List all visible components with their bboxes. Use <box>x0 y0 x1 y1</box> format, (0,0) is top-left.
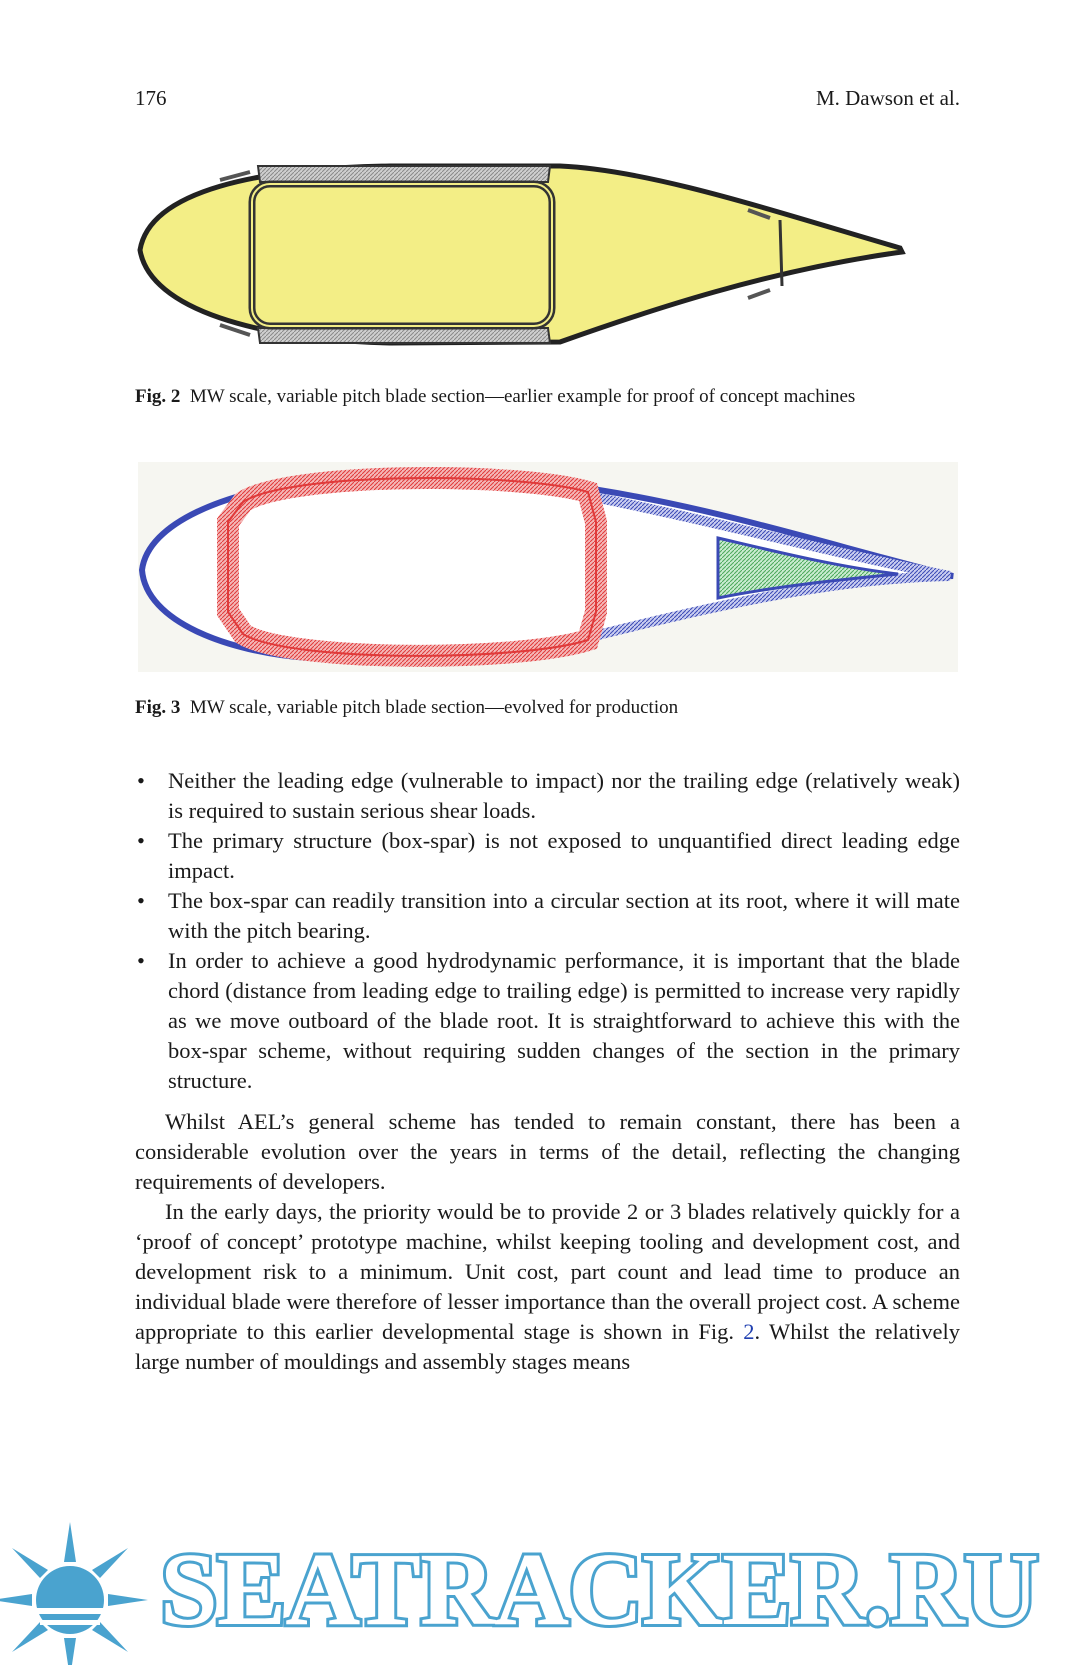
body-paragraph: In the early days, the priority would be to provide 2 or 3 blades relatively quickly for a ‘proof of concept’ prototype machine, whilst keeping tooling and development cost, and development risk to a minimum. Unit cost, part count and lead time to produce an individual blade were therefore of lesser importance than the overall project cost. A scheme appropriate to this earlier developmental stage is shown in Fig. 2. Whilst the relatively large number of mouldings and assembly stages means <box>135 1199 960 1374</box>
running-head: M. Dawson et al. <box>815 86 960 110</box>
trailing-edge-web <box>780 220 782 286</box>
list-item: • The box-spar can readily transition into a circular section at its root, where it will mate with the pitch bearing. <box>137 888 960 943</box>
bullet-list <box>135 766 960 1096</box>
figure-3-blade-section <box>138 462 958 672</box>
upper-spar-cap <box>258 166 550 182</box>
lower-spar-cap <box>258 328 550 343</box>
sun-icon <box>0 1522 148 1665</box>
list-item: • In order to achieve a good hydrodynamic performance, it is important that the blade chord (distance from leading edge to trailing edge) is permitted to increase very rapidly as we move outboard of the blade root. It is straightforward to achieve this with the box-spar scheme, without requiring sudden changes of the section in the primary structure. <box>137 948 960 1093</box>
figure-3-caption: Fig. 3 MW scale, variable pitch blade section—evolved for production <box>135 697 679 718</box>
page-number: 176 <box>135 86 167 110</box>
figure-2-reference-link[interactable]: 2 <box>743 1319 755 1344</box>
list-item: • Neither the leading edge (vulnerable to impact) nor the trailing edge (relatively weak) is required to sustain serious shear loads. <box>137 768 960 823</box>
body-paragraph: Whilst AEL’s general scheme has tended to remain constant, there has been a considerable evolution over the years in terms of the detail, reflecting the changing requirements of developers. <box>135 1109 960 1194</box>
list-item: • The primary structure (box-spar) is not exposed to unquantified direct leading edge impact. <box>137 828 960 883</box>
figure-2-blade-section <box>130 160 965 360</box>
watermark-text: SEATRACKER.RU <box>160 1532 1038 1647</box>
figure-2-caption: Fig. 2 MW scale, variable pitch blade section—earlier example for proof of concept machines <box>135 386 856 407</box>
